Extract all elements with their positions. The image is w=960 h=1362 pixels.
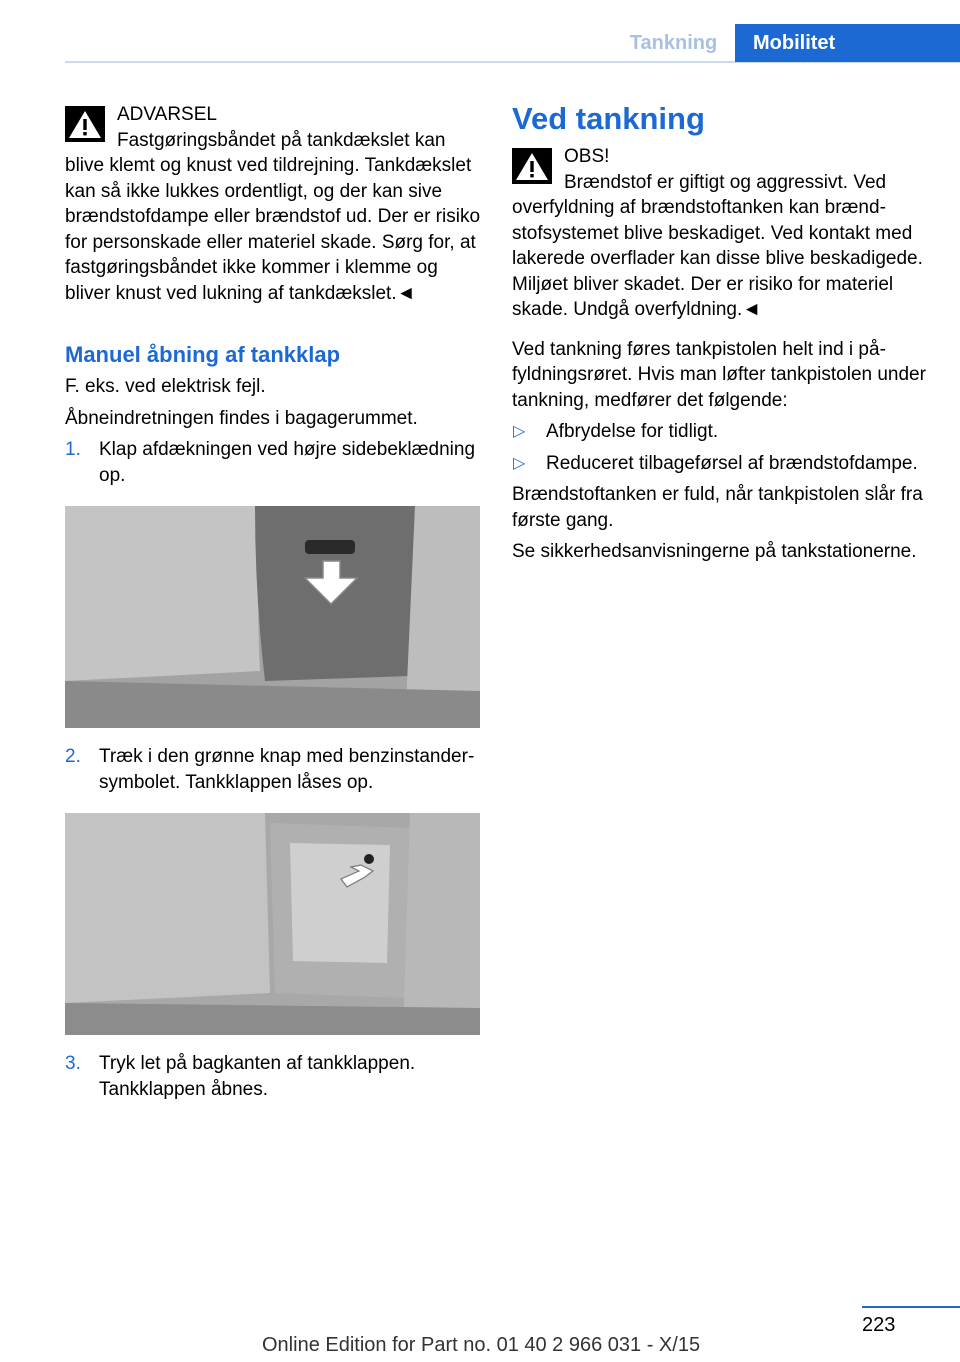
warning-icon bbox=[65, 106, 105, 142]
list-item-text: Afbrydelse for tidligt. bbox=[546, 421, 719, 442]
warning-block bbox=[65, 100, 485, 306]
paragraph: F. eks. ved elektrisk fejl. bbox=[65, 376, 266, 397]
green-button-photo bbox=[65, 813, 480, 1035]
warning-text: Fastgøringsbåndet på tankdækslet kan blive klemt og knust ved tildrejning. Tankdækslet kan så ikke lukkes ordentligt, og der kan sive brændstofdampe eller brændstof ud. Der er risiko for personskade eller materiel skade. Sørg for, at fastgøringsbåndet ikke kommer i klemme og bliver knust ved lukning af tankdækslet.◄ bbox=[65, 129, 481, 304]
paragraph: Åbneindretningen findes i bagagerummet. bbox=[65, 407, 418, 429]
trunk-cover-photo bbox=[65, 506, 480, 728]
step-number: 1. bbox=[65, 439, 81, 460]
edition-line: Online Edition for Part no. 01 40 2 966 031 - X/15 bbox=[262, 1334, 701, 1356]
warning-title: ADVARSEL bbox=[117, 104, 217, 125]
tab-chapter: Mobilitet bbox=[735, 24, 960, 62]
paragraph: Brændstoftanken er fuld, når tankpistolen slår fra første gang. bbox=[512, 484, 923, 531]
right-column bbox=[512, 100, 932, 565]
step-text: Træk i den grønne knap med benzinstander-symbolet. Tankklappen låses op. bbox=[99, 746, 475, 793]
notice-title: OBS! bbox=[564, 146, 610, 167]
list-item bbox=[512, 419, 932, 445]
step-text: Tryk let på bagkanten af tankklappen. Tankklappen åbnes. bbox=[99, 1053, 416, 1100]
list-item bbox=[512, 451, 932, 477]
bullet-triangle-icon: ▷ bbox=[513, 454, 526, 472]
warning-icon bbox=[512, 148, 552, 184]
subheading-manual-opening: Manuel åbning af tankklap bbox=[65, 342, 341, 367]
paragraph: Se sikkerhedsanvisningerne på tankstationerne. bbox=[512, 541, 917, 562]
step-number: 2. bbox=[65, 746, 81, 767]
step-text: Klap afdækningen ved højre sidebeklædning op. bbox=[99, 439, 476, 486]
bullet-triangle-icon: ▷ bbox=[513, 423, 526, 440]
notice-text: Brændstof er giftigt og aggressivt. Ved overfyldning af brændstoftanken kan brændstofsystemet blive beskadiget. Ved kontakt med lakerede overflader kan disse blive beskadigede. Miljøet bliver skadet. Der er risiko for materiel skade. Undgå overfyldning.◄ bbox=[512, 171, 923, 320]
step-number: 3. bbox=[65, 1053, 81, 1074]
step-item bbox=[65, 437, 485, 488]
list-item-text: Reduceret tilbageførsel af brændstofdampe. bbox=[546, 452, 918, 474]
paragraph: Ved tankning føres tankpistolen helt ind i påfyldningsrøret. Hvis man løfter tankpistolen under tankning, medfører det følgende: bbox=[512, 338, 926, 411]
notice-block bbox=[512, 142, 932, 323]
section-heading: Ved tankning bbox=[512, 101, 705, 136]
step-item bbox=[65, 1051, 485, 1102]
footer-rule bbox=[862, 1306, 960, 1308]
page-number: 223 bbox=[862, 1314, 896, 1336]
step-item bbox=[65, 744, 485, 795]
tab-section: Tankning bbox=[629, 31, 718, 54]
left-column bbox=[65, 100, 485, 1102]
